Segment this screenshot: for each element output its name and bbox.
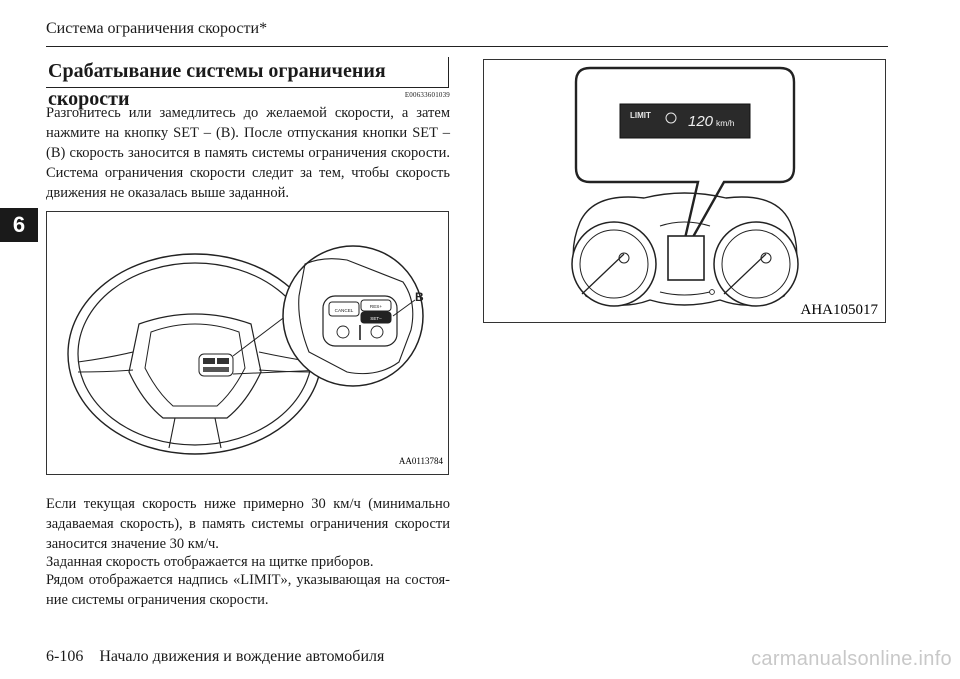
section-code: E00633601039: [404, 91, 450, 99]
cruise-control-icon: [371, 326, 383, 338]
header-divider: [46, 46, 888, 47]
paragraph-minimum-speed: Если текущая скорость ниже примерно 30 км/ч (минимально задаваемая скорость), в память системы ограничения скорости заносится значение 30 км/ч.: [46, 496, 450, 552]
paragraph-limit-label: Рядом отображается надпись «LIMIT», указывающая на состоя-ние системы ограничения скорости.: [46, 572, 450, 608]
cancel-button-label: CANCEL: [334, 308, 354, 313]
display-unit: km/h: [716, 118, 735, 128]
figure-left-code: AA0113784: [398, 456, 443, 466]
chapter-title: Начало движения и вождение автомобиля: [99, 648, 385, 665]
chapter-tab: 6: [0, 208, 38, 242]
speed-limiter-icon: [337, 326, 349, 338]
page-number: 6-106: [46, 648, 84, 665]
limit-label: LIMIT: [630, 111, 651, 120]
site-watermark: carmanualsonline.info: [751, 648, 952, 670]
display-speed: 120: [688, 113, 714, 130]
steering-wheel-illustration: [47, 212, 448, 474]
instrument-cluster-illustration: [484, 60, 885, 322]
figure-right-code: AHA105017: [800, 302, 878, 318]
res-button-label: RES+: [369, 304, 383, 309]
paragraph-intro: Разгонитесь или замедлитесь до желаемой скорости, а затем нажмите на кнопку SET – (B). После отпускания кнопки SET – (B) скорость заносится в память системы ограничения скорости. Система ограничения скорости следит за тем, чтобы скорость движения не оказалась выше заданной.: [46, 105, 450, 201]
callout-b-label: B: [415, 290, 424, 304]
paragraph-display: Заданная скорость отображается на щитке приборов.: [46, 554, 374, 570]
running-header: Система ограничения скорости*: [46, 20, 268, 37]
set-button-label: SET–: [370, 316, 382, 321]
instrument-cluster-figure: [483, 59, 886, 323]
steering-wheel-figure: [46, 211, 449, 475]
section-heading: Срабатывание системы ограничения скорости: [46, 57, 449, 88]
page-footer: [46, 648, 384, 666]
